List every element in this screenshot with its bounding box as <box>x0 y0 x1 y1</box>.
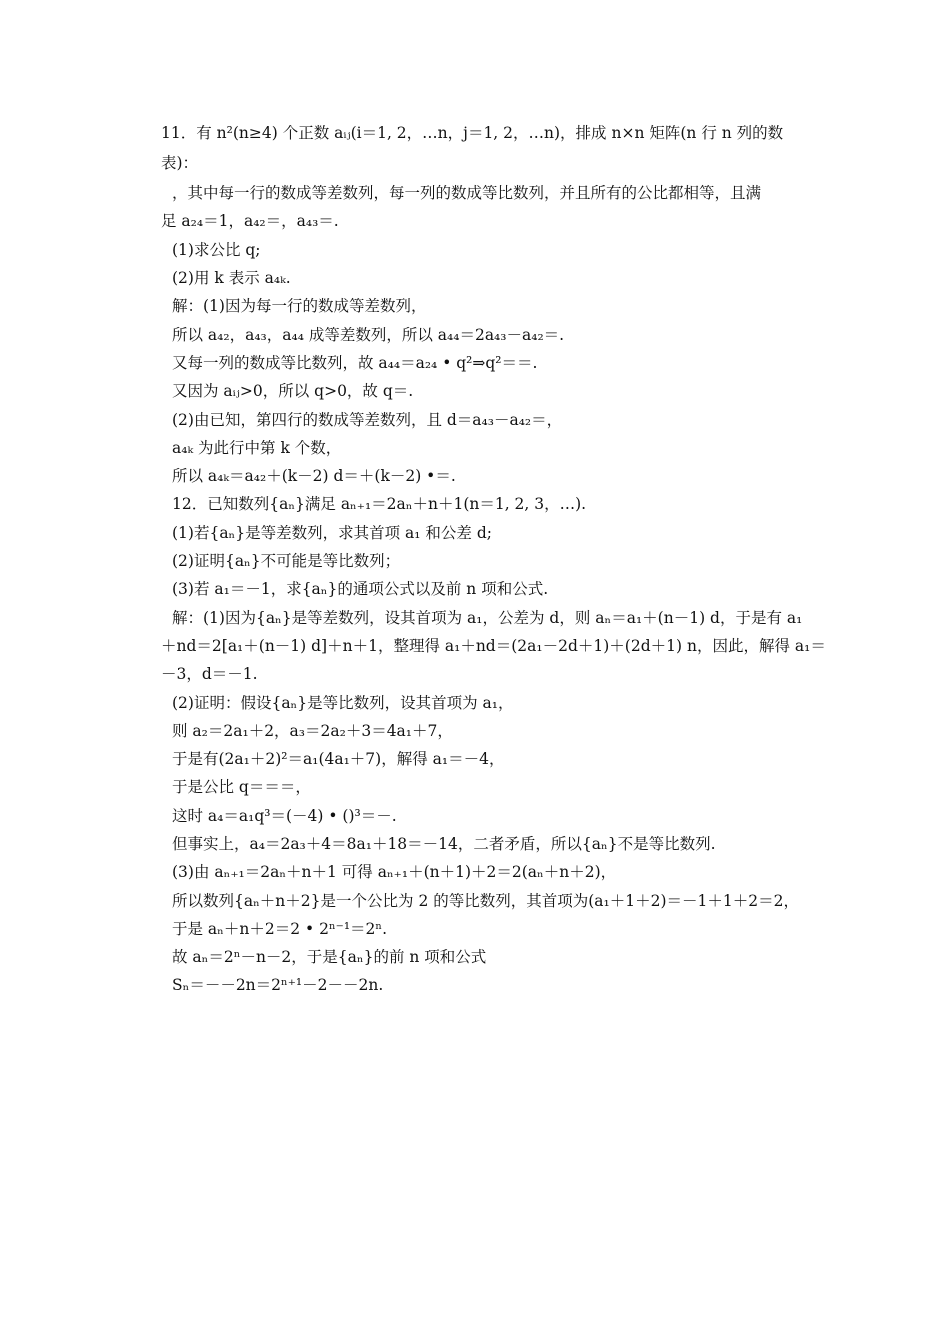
solution-line: 解：(1)因为{aₙ}是等差数列，设其首项为 a₁，公差为 d，则 aₙ＝a₁＋(n－1) d，于是有 a₁ <box>172 609 803 627</box>
solution-line: 于是公比 q＝＝＝， <box>172 778 311 796</box>
solution-line: 但事实上，a₄＝2a₃＋4＝8a₁＋18＝－14，二者矛盾，所以{aₙ}不是等比数列. <box>172 835 716 853</box>
solution-line: 所以数列{aₙ＋n＋2}是一个公比为 2 的等比数列，其首项为(a₁＋1＋2)＝－1＋1＋2＝2， <box>172 892 799 910</box>
solution-line: 于是 aₙ＋n＋2＝2 • 2ⁿ⁻¹＝2ⁿ. <box>172 920 388 938</box>
text-line: 表)： <box>161 154 199 172</box>
solution-line: 故 aₙ＝2ⁿ－n－2，于是{aₙ}的前 n 项和公式 <box>172 948 487 966</box>
solution-line: 又每一列的数成等比数列，故 a₄₄＝a₂₄ • q²⇒q²＝＝. <box>172 354 538 372</box>
solution-line: 又因为 aᵢⱼ>0，所以 q>0，故 q＝. <box>172 382 414 400</box>
solution-line: 所以 a₄ₖ＝a₄₂＋(k－2) d＝＋(k－2) •＝. <box>172 467 456 485</box>
solution-line: Sₙ＝－－2n＝2ⁿ⁺¹－2－－2n. <box>172 976 384 994</box>
solution-line: ＋nd＝2[a₁＋(n－1) d]＋n＋1，整理得 a₁＋nd＝(2a₁－2d＋1)＋(2d＋1) n，因此，解得 a₁＝ <box>161 637 826 655</box>
solution-line: 解：(1)因为每一行的数成等差数列， <box>172 297 427 315</box>
solution-line: (2)证明：假设{aₙ}是等比数列，设其首项为 a₁， <box>172 694 514 712</box>
text-line: ，其中每一行的数成等差数列，每一列的数成等比数列，并且所有的公比都相等，且满 <box>172 184 762 202</box>
text-line: 足 a₂₄＝1，a₄₂＝，a₄₃＝. <box>161 212 339 230</box>
solution-line: a₄ₖ 为此行中第 k 个数， <box>172 439 342 457</box>
solution-line: 于是有(2a₁＋2)²＝a₁(4a₁＋7)，解得 a₁＝－4， <box>172 750 505 768</box>
solution-line: (2)由已知，第四行的数成等差数列，且 d＝a₄₃－a₄₂＝， <box>172 411 563 429</box>
question-1: (1)若{aₙ}是等差数列，求其首项 a₁ 和公差 d; <box>172 524 493 542</box>
solution-line: －3，d＝－1. <box>161 665 258 683</box>
solution-line: 所以 a₄₂，a₄₃，a₄₄ 成等差数列，所以 a₄₄＝2a₄₃－a₄₂＝. <box>172 326 565 344</box>
question-1: (1)求公比 q; <box>172 241 261 259</box>
question-2: (2)证明{aₙ}不可能是等比数列； <box>172 552 401 570</box>
problem-11-statement: 11．有 n²(n≥4) 个正数 aᵢⱼ(i＝1, 2，…n，j＝1, 2，…n)，排成 n×n 矩阵(n 行 n 列的数 <box>161 124 784 142</box>
question-3: (3)若 a₁＝－1，求{aₙ}的通项公式以及前 n 项和公式. <box>172 580 549 598</box>
problem-12-statement: 12．已知数列{aₙ}满足 aₙ₊₁＝2aₙ＋n＋1(n＝1, 2, 3，…). <box>172 495 587 513</box>
solution-line: 则 a₂＝2a₁＋2，a₃＝2a₂＋3＝4a₁＋7， <box>172 722 453 740</box>
question-2: (2)用 k 表示 a₄ₖ. <box>172 269 291 287</box>
solution-line: 这时 a₄＝a₁q³＝(－4) • ()³＝－. <box>172 807 397 825</box>
solution-line: (3)由 aₙ₊₁＝2aₙ＋n＋1 可得 aₙ₊₁＋(n＋1)＋2＝2(aₙ＋n＋2)， <box>172 863 617 881</box>
